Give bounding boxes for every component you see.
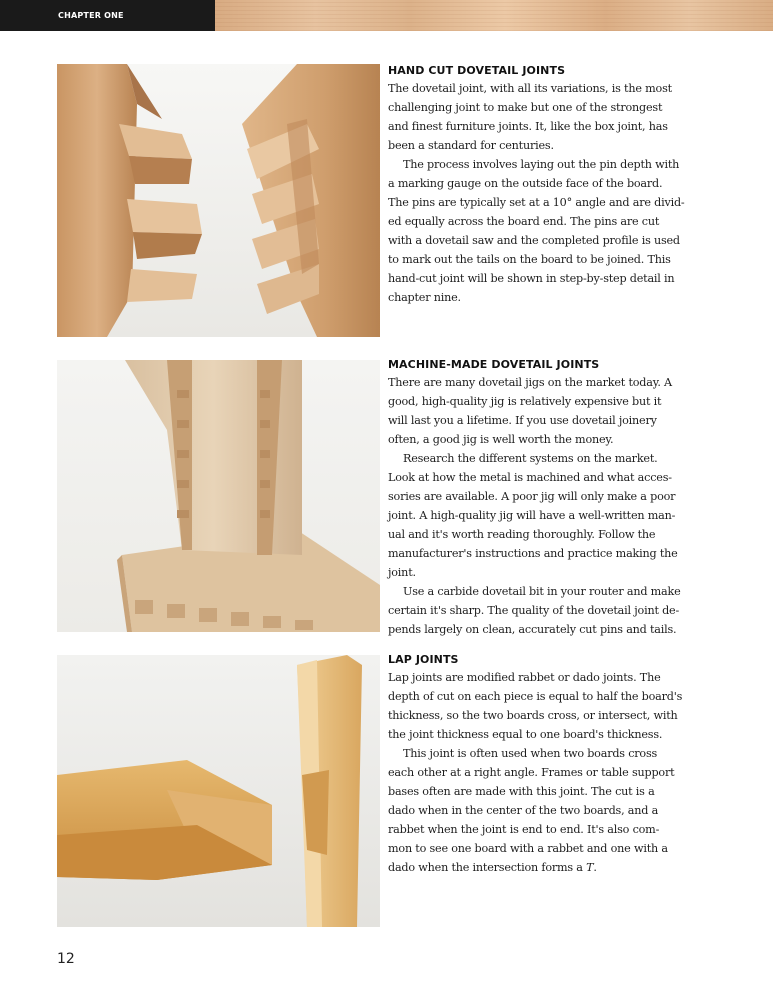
section-hand-cut-dovetail [388,63,688,307]
body-line: thickness, so the two boards cross, or intersect, with [388,709,678,722]
body-line: a marking gauge on the outside face of the board. [388,177,663,190]
body-line: the joint thickness equal to one board's thickness. [388,728,663,741]
body-line: and finest furniture joints. It, like the box joint, has [388,120,668,133]
body-line: This joint is often used when two boards cross [403,747,658,760]
chapter-label: CHAPTER ONE [58,11,124,20]
body-line: dado when the intersection forms a T. [388,861,597,874]
body-line: mon to see one board with a rabbet and one with a [388,842,668,855]
photo-machine-made-dovetail [57,360,380,632]
body-line: with a dovetail saw and the completed profile is used [388,234,680,247]
body-line-text: dado when the intersection forms a [388,861,587,874]
body-line: manufacturer's instructions and practice making the [388,547,678,560]
body-line: The process involves laying out the pin depth with [403,158,680,171]
body-line: Lap joints are modified rabbet or dado joints. The [388,671,661,684]
section-heading: MACHINE-MADE DOVETAIL JOINTS [388,358,600,371]
page-number: 12 [57,951,75,967]
body-line: ed equally across the board end. The pins are cut [388,215,660,228]
section-heading: LAP JOINTS [388,653,459,666]
italic-t: T [586,861,594,874]
body-line: pends largely on clean, accurately cut pins and tails. [388,623,677,636]
body-line: certain it's sharp. The quality of the dovetail joint de- [388,604,680,617]
body-line: Research the different systems on the market. [403,452,658,465]
body-line: each other at a right angle. Frames or table support [388,766,675,779]
body-line: The dovetail joint, with all its variations, is the most [388,82,672,95]
section-heading: HAND CUT DOVETAIL JOINTS [388,64,566,77]
body-line: will last you a lifetime. If you use dovetail joinery [388,414,657,427]
body-line: bases often are made with this joint. The cut is a [388,785,655,798]
body-line: challenging joint to make but one of the strongest [388,101,663,114]
body-line: dado when in the center of the two boards, and a [388,804,659,817]
body-line: often, a good jig is well worth the money. [388,433,614,446]
section-machine-made-dovetail [388,357,688,639]
page-header [0,0,773,31]
body-line: hand-cut joint will be shown in step-by-step detail in [388,272,675,285]
photo-lap-joint [57,655,380,927]
body-line: There are many dovetail jigs on the market today. A [388,376,672,389]
body-line: good, high-quality jig is relatively expensive but it [388,395,662,408]
body-line: sories are available. A poor jig will only make a poor [388,490,676,503]
body-line: depth of cut on each piece is equal to half the board's [388,690,683,703]
section-lap-joints [388,652,688,877]
header-wood-texture [215,0,773,31]
body-line: joint. A high-quality jig will have a well-written man- [388,509,676,522]
body-line: joint. [388,566,416,579]
body-line: been a standard for centuries. [388,139,554,152]
body-line: rabbet when the joint is end to end. It's also com- [388,823,660,836]
photo-hand-cut-dovetail [57,64,380,337]
body-line: Look at how the metal is machined and what acces- [388,471,672,484]
body-line: The pins are typically set at a 10° angle and are divid- [388,196,685,209]
body-line: to mark out the tails on the board to be joined. This [388,253,671,266]
body-line: ual and it's worth reading thoroughly. Follow the [388,528,656,541]
body-line: chapter nine. [388,291,461,304]
body-line: Use a carbide dovetail bit in your router and make [403,585,681,598]
